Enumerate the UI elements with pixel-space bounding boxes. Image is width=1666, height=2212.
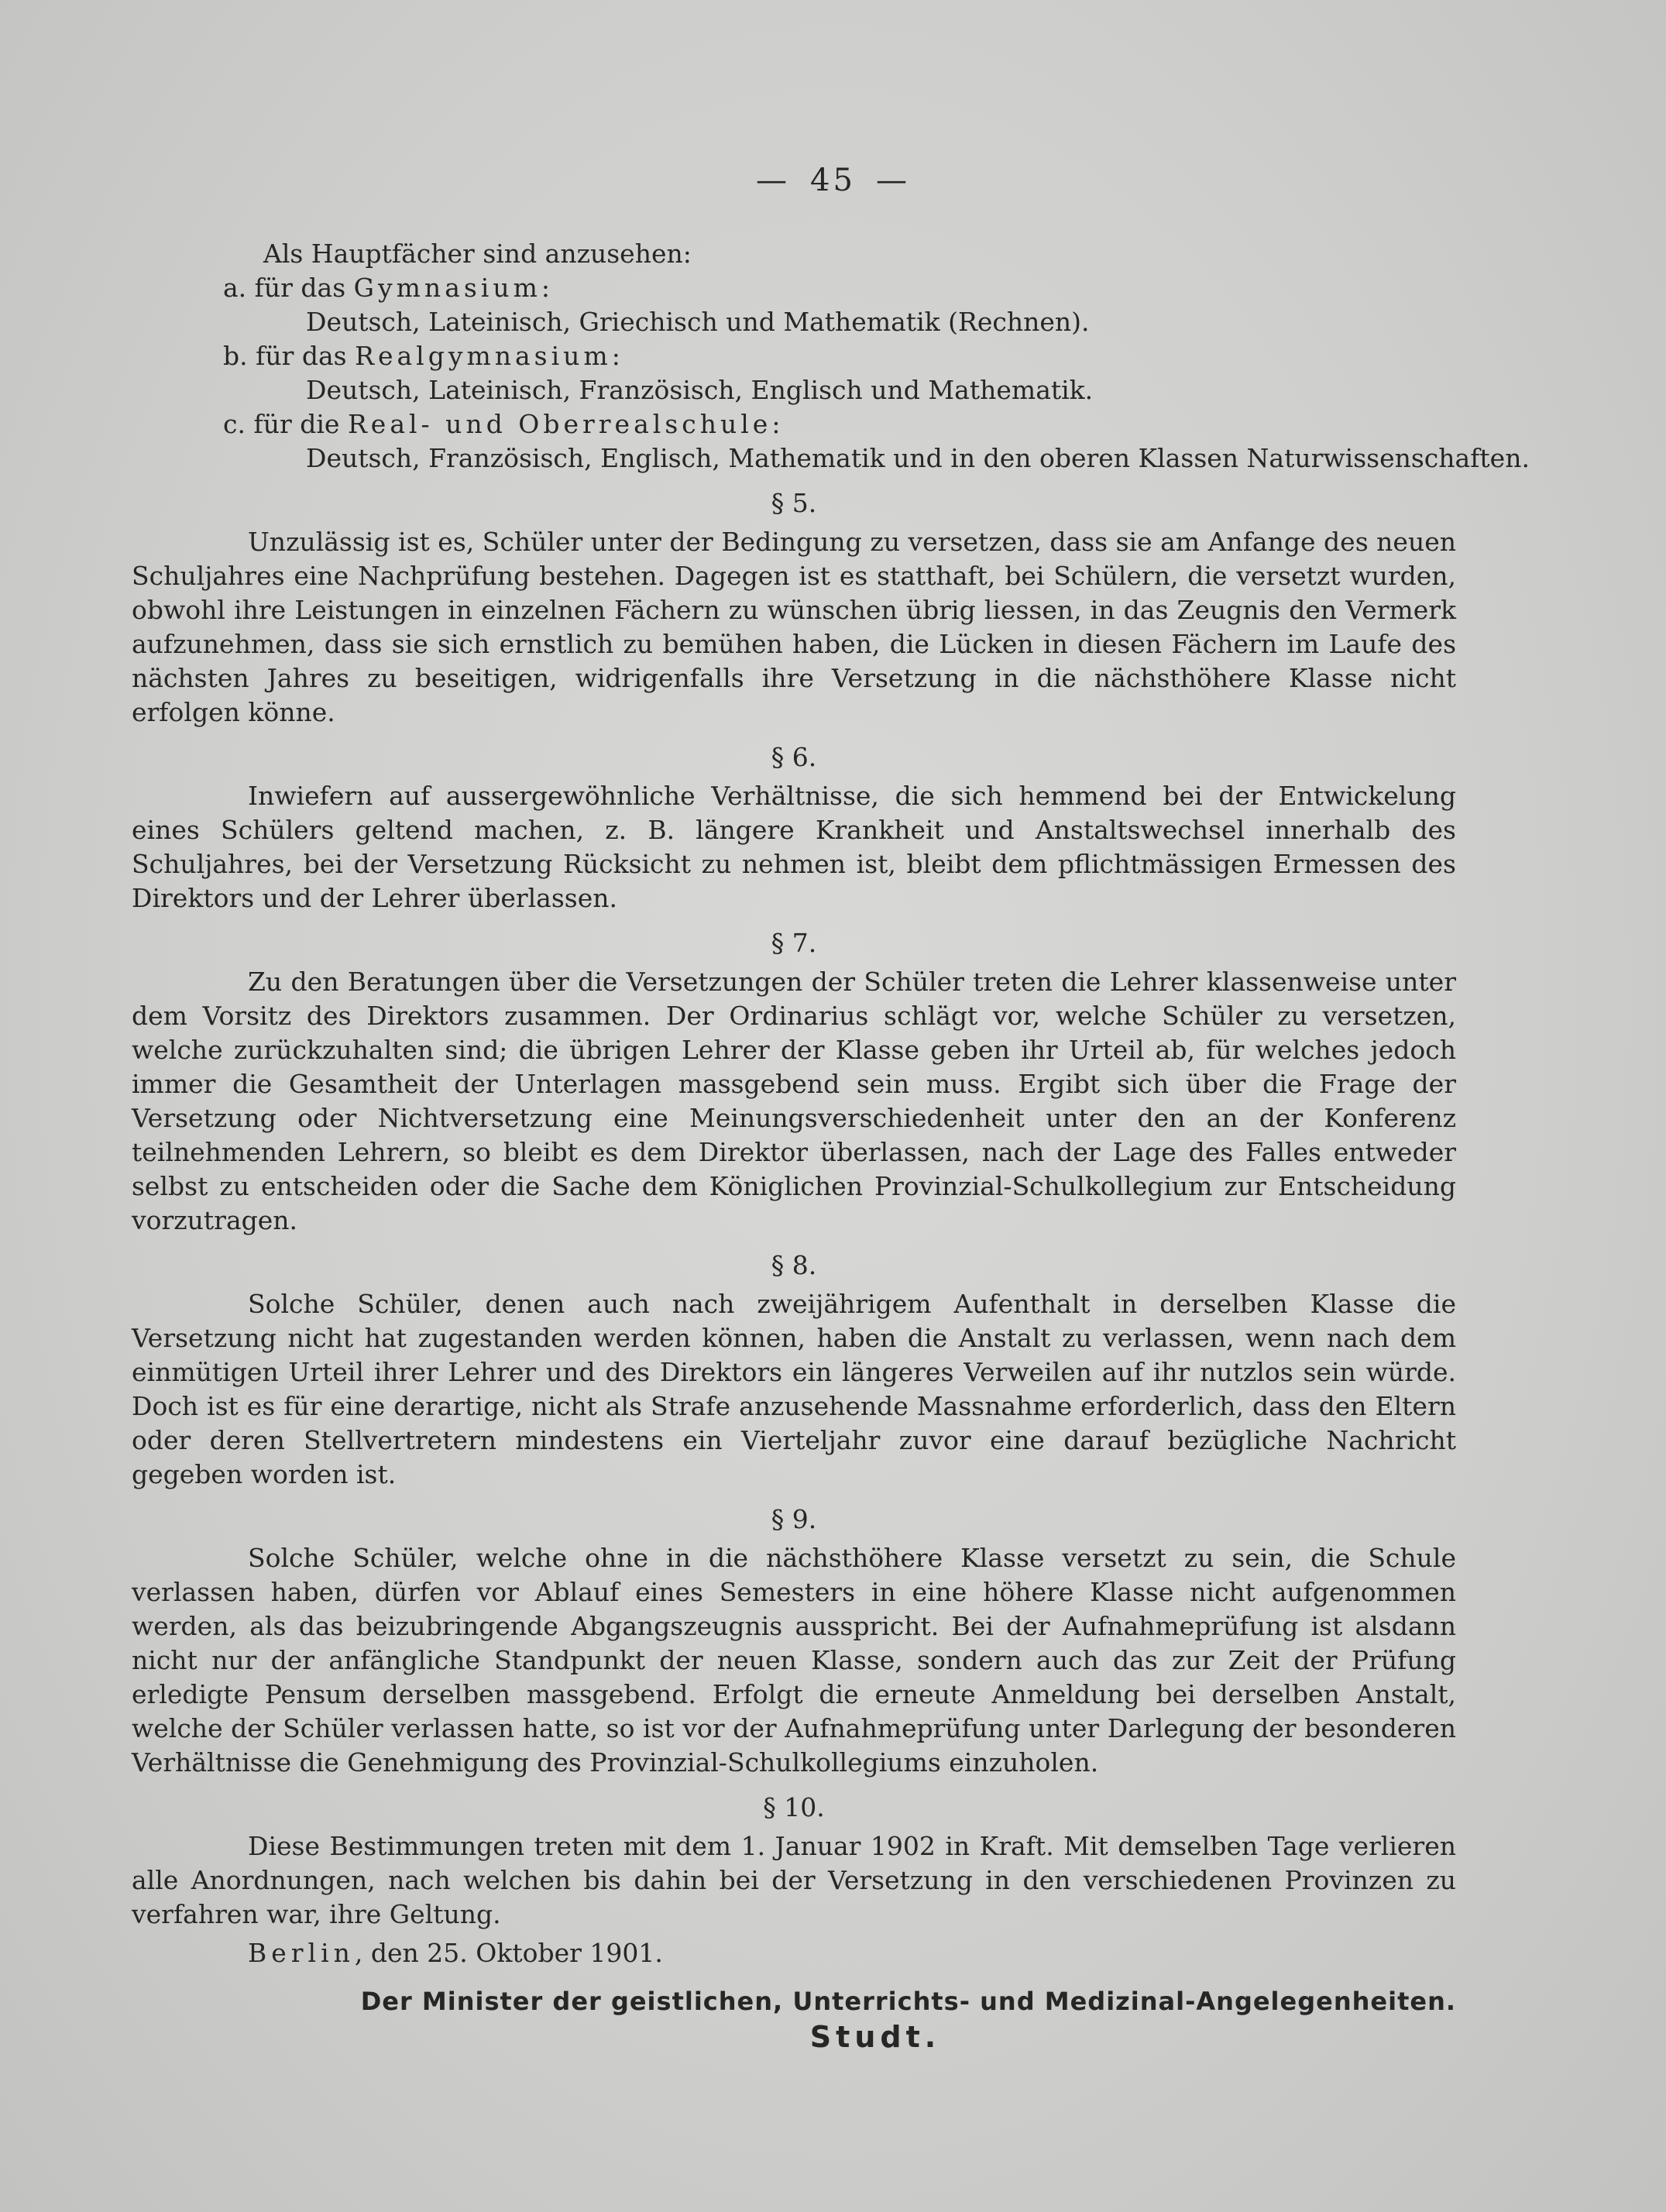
section-heading-10: § 10. bbox=[763, 1792, 825, 1822]
list-marker-b: b. bbox=[223, 341, 248, 371]
subjects-realschule: Deutsch, Französisch, Englisch, Mathematik und in den oberen Klassen Naturwissenschaften. bbox=[306, 443, 1530, 473]
section-heading-8: § 8. bbox=[771, 1250, 817, 1280]
minister-title: Der Minister der geistlichen, Unterrichts- und Medizinal-Angelegenheiten. bbox=[360, 1987, 1456, 2016]
section-heading-9: § 9. bbox=[771, 1504, 817, 1534]
subjects-realgymnasium: Deutsch, Lateinisch, Französisch, Englisch und Mathematik. bbox=[306, 375, 1094, 405]
list-marker-c: c. bbox=[223, 409, 246, 439]
place-date bbox=[132, 1936, 1456, 1970]
place-city: Berlin bbox=[248, 1938, 355, 1968]
dash-right: — bbox=[875, 163, 910, 198]
section-text-7: Zu den Beratungen über die Versetzungen der Schüler treten die Lehrer klassenweise unter dem Vorsitz des Direktors zusammen. Der Ordinarius schlägt vor, welche Schüler zu versetzen, welche zurückzuhalten sind; die übrigen Lehrer der Klasse geben ihr Urteil ab, für welches jedoch immer die Gesamtheit der Unterlagen massgebend sein muss. Ergibt sich über die Frage der Versetzung oder Nichtversetzung eine Meinungsverschiedenheit unter den an der Konferenz teilnehmenden Lehrern, so bleibt es dem Direktor überlassen, nach der Lage des Falles entweder selbst zu entscheiden oder die Sache dem Königlichen Provinzial-Schulkollegium zur Entscheidung vorzutragen. bbox=[132, 967, 1456, 1235]
section-text-5: Unzulässig ist es, Schüler unter der Bedingung zu versetzen, dass sie am Anfange des neuen Schuljahres eine Nachprüfung bestehen. Dagegen ist es statthaft, bei Schülern, die versetzt wurden, obwohl ihre Leistungen in einzelnen Fächern zu wünschen übrig liessen, in das Zeugnis den Vermerk aufzunehmen, dass sie sich ernstlich zu bemühen haben, die Lücken in diesen Fächern im Laufe des nächsten Jahres zu beseitigen, widrigenfalls ihre Versetzung in die nächsthöhere Klasse nicht erfolgen könne. bbox=[132, 527, 1456, 727]
list-prefix-b: für das bbox=[256, 341, 347, 371]
list-prefix-c: für die bbox=[253, 409, 340, 439]
list-item-a bbox=[132, 271, 1456, 305]
page-number bbox=[0, 163, 1666, 198]
list-prefix-a: für das bbox=[254, 273, 346, 303]
section-heading-7: § 7. bbox=[771, 928, 817, 958]
school-type-gymnasium: Gymnasium: bbox=[353, 273, 555, 303]
subjects-gymnasium: Deutsch, Lateinisch, Griechisch und Mathematik (Rechnen). bbox=[306, 307, 1090, 337]
signature-name: Studt. bbox=[809, 2020, 941, 2054]
section-text-10: Diese Bestimmungen treten mit dem 1. Januar 1902 in Kraft. Mit demselben Tage verlieren alle Anordnungen, nach welchen bis dahin bei der Versetzung in den verschiedenen Provinzen zu verfahren war, ihre Geltung. bbox=[132, 1831, 1456, 1929]
intro-lead: Als Hauptfächer sind anzusehen: bbox=[263, 239, 692, 269]
list-item-b bbox=[132, 339, 1456, 373]
section-heading-5: § 5. bbox=[771, 488, 817, 518]
list-item-c bbox=[132, 407, 1456, 441]
document-body bbox=[132, 237, 1530, 2054]
school-type-realgymnasium: Realgymnasium: bbox=[355, 341, 624, 371]
section-heading-6: § 6. bbox=[771, 742, 817, 772]
dash-left: — bbox=[756, 163, 791, 198]
section-text-8: Solche Schüler, denen auch nach zweijährigem Aufenthalt in derselben Klasse die Versetzung nicht hat zugestanden werden können, haben die Anstalt zu verlassen, wenn nach dem einmütigen Urteil ihrer Lehrer und des Direktors ein längeres Verweilen auf ihr nutzlos sein würde. Doch ist es für eine derartige, nicht als Strafe anzusehende Massnahme erforderlich, dass den Eltern oder deren Stellvertretern mindestens ein Vierteljahr zuvor eine darauf bezügliche Nachricht gegeben worden ist. bbox=[132, 1289, 1456, 1489]
date-text: , den 25. Oktober 1901. bbox=[354, 1938, 663, 1968]
list-marker-a: a. bbox=[223, 273, 247, 303]
school-type-realschule: Real- und Oberrealschule: bbox=[347, 409, 785, 439]
section-text-9: Solche Schüler, welche ohne in die nächsthöhere Klasse versetzt zu sein, die Schule verlassen haben, dürfen vor Ablauf eines Semesters in eine höhere Klasse nicht aufgenommen werden, als das beizubringende Abgangszeugnis ausspricht. Bei der Aufnahmeprüfung ist alsdann nicht nur der anfängliche Standpunkt der neuen Klasse, sondern auch das zur Zeit der Prüfung erledigte Pensum derselben massgebend. Erfolgt die erneute Anmeldung bei derselben Anstalt, welche der Schüler verlassen hatte, so ist vor der Aufnahmeprüfung unter Darlegung der besonderen Verhältnisse die Genehmigung des Provinzial-Schulkollegiums einzuholen. bbox=[132, 1543, 1456, 1778]
section-text-6: Inwiefern auf aussergewöhnliche Verhältnisse, die sich hemmend bei der Entwickelung eines Schülers geltend machen, z. B. längere Krankheit und Anstaltswechsel innerhalb des Schuljahres, bei der Versetzung Rücksicht zu nehmen ist, bleibt dem pflichtmässigen Ermessen des Direktors und der Lehrer überlassen. bbox=[132, 781, 1456, 913]
page-number-value: 45 bbox=[810, 163, 856, 198]
